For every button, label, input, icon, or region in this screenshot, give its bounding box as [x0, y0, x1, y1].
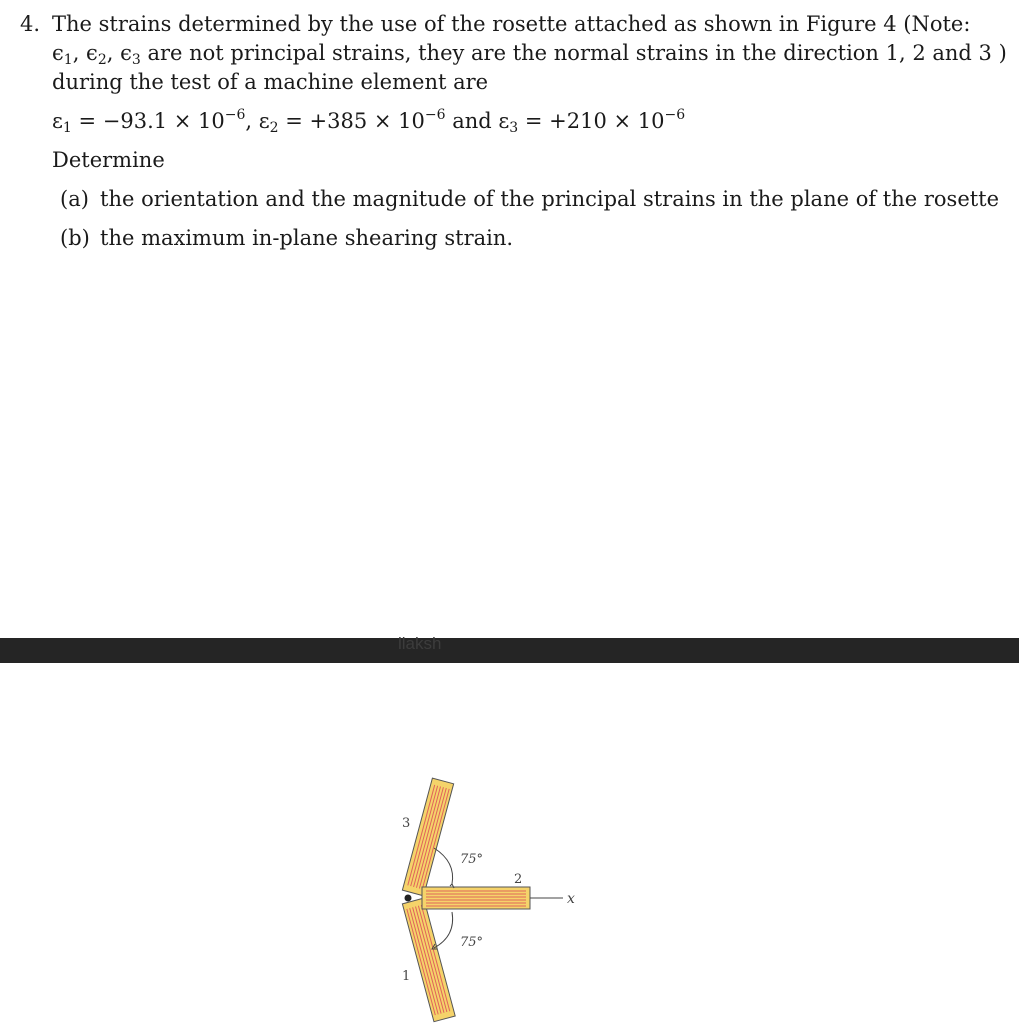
- intro-line-3: during the test of a machine element are: [52, 70, 489, 94]
- angle-arc-upper: [434, 848, 453, 884]
- determine-label: Determine: [52, 148, 165, 172]
- strain-connector: and: [445, 109, 499, 133]
- axis-label-x: x: [567, 891, 575, 907]
- gauge-label-2: 2: [514, 872, 523, 887]
- rosette-figure: [380, 770, 620, 1025]
- strain-e1: $\varepsilon_1 = -93.1 \times 10^{-6}$: [52, 107, 246, 136]
- intro-line-1: The strains determined by the use of the rosette attached as shown in Figure 4 (Note:: [52, 12, 971, 36]
- gauge-label-3: 3: [402, 816, 411, 831]
- intro-line-2: [52, 39, 1007, 67]
- gauge-1: [402, 898, 455, 1022]
- rosette-diagram: [380, 770, 620, 1025]
- overlay-bar-text: llaksh: [398, 634, 442, 653]
- part-b-tag: (b): [60, 226, 90, 250]
- strain-list: $\epsilon_1$, $\epsilon_2$, $\epsilon_3$: [52, 41, 141, 68]
- overlay-dark-bar: [0, 638, 1019, 663]
- strain-e2: $\varepsilon_2 = +385 \times 10^{-6}$: [258, 107, 446, 136]
- part-b-text: the maximum in-plane shearing strain.: [100, 226, 514, 250]
- angle-label-upper: 75°: [460, 852, 484, 867]
- origin-dot: [405, 895, 412, 902]
- strain-e3: $\varepsilon_3 = +210 \times 10^{-6}$: [498, 107, 686, 136]
- gauge-3: [402, 778, 453, 896]
- angle-label-lower: 75°: [460, 935, 484, 950]
- question-number: 4.: [20, 12, 41, 36]
- intro-line-2-text: are not principal strains, they are the normal strains in the direction 1, 2 and 3 ): [147, 41, 1007, 65]
- part-a: [60, 185, 999, 213]
- gauge-2: [422, 887, 530, 909]
- angle-arc-lower: [434, 912, 453, 948]
- strain-values-equation: $\varepsilon_1 = -93.1 \times 10^{-6}$, $\varepsilon_2 = +385 \times 10^{-6}$ and $\varepsilon_3 = +210 \times 10^{-6}$: [52, 107, 686, 136]
- part-b: [60, 224, 513, 252]
- part-a-text: the orientation and the magnitude of the principal strains in the plane of the rosette: [100, 187, 1000, 211]
- part-a-tag: (a): [60, 187, 89, 211]
- gauge-label-1: 1: [402, 969, 411, 984]
